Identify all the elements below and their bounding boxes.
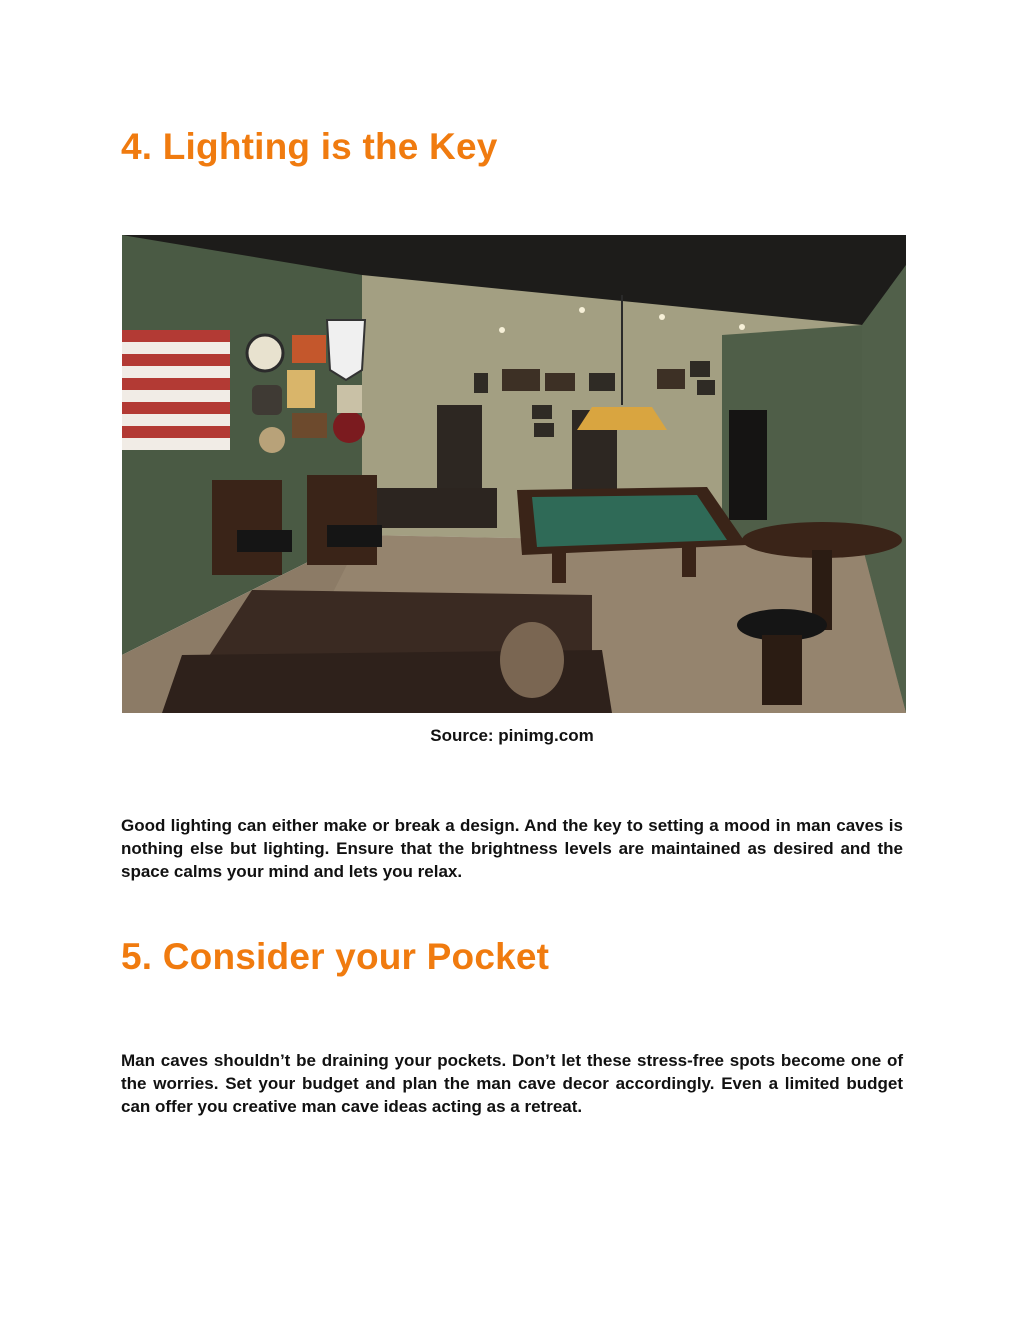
section-5-paragraph: Man caves shouldn’t be draining your pockets. Don’t let these stress-free spots become one of the worries. Set your budget and plan the man cave decor accordingly. Even a limited budget can offer you creative man cave ideas acting as a retreat. xyxy=(121,1051,903,1116)
section-4-paragraph: Good lighting can either make or break a design. And the key to setting a mood in man caves is nothing else but lighting. Ensure that the brightness levels are maintained as desired and the space calms your mind and lets you relax. xyxy=(121,816,903,881)
image-caption: Source: pinimg.com xyxy=(430,726,594,745)
section-4-heading: 4. Lighting is the Key xyxy=(121,126,498,167)
man-cave-photo xyxy=(122,235,906,713)
section-5-heading: 5. Consider your Pocket xyxy=(121,936,550,977)
